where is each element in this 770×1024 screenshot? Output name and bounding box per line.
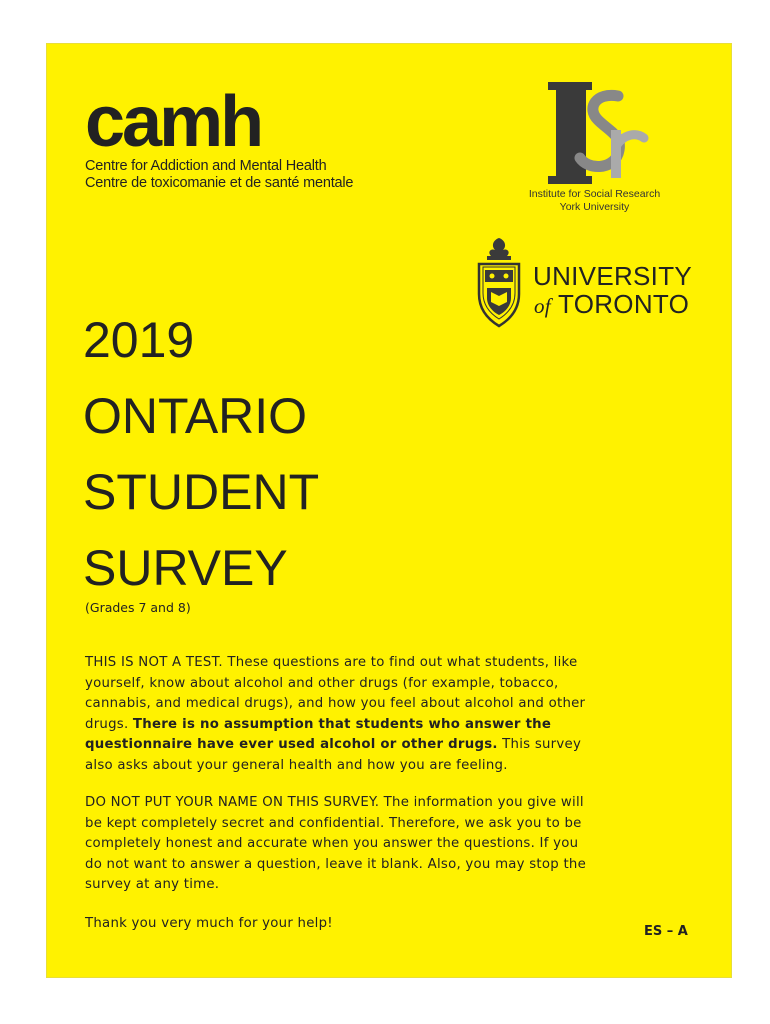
survey-cover: [46, 43, 732, 978]
title-line-student: STUDENT: [83, 464, 320, 520]
isr-logo: [517, 78, 672, 214]
grades-note: (Grades 7 and 8): [85, 600, 191, 615]
uoft-name-line1: UNIVERSITY: [533, 261, 693, 291]
assumption-statement: There is no assumption that students who answer the questionnaire have ever used alcohol or other drugs.: [85, 716, 552, 752]
isr-name: Institute for Social Research: [528, 188, 661, 200]
camh-logo: [85, 82, 354, 192]
title-line-ontario: ONTARIO: [83, 388, 308, 444]
intro-paragraph: THIS IS NOT A TEST. These questions are to find out what students, like yourself, know about alcohol and other drugs (for example, tobacco, cannabis, and medical drugs), and how you feel about alcohol and other drugs. There is no assumption that students who answer the questionnaire have ever used alcohol or other drugs. This survey also asks about your general health and how you are feeling.: [85, 655, 586, 773]
uoft-logo: [473, 236, 713, 328]
uoft-name-line2: of TORONTO: [534, 289, 690, 319]
confidentiality-paragraph: DO NOT PUT YOUR NAME ON THIS SURVEY. The information you give will be kept completely secret and confidential. Therefore, we ask you to be completely honest and accurate when you answer the questions. If you do not want to answer a question, leave it blank. Also, you may stop the survey at any time.: [85, 795, 587, 892]
isr-monogram-icon: [540, 78, 650, 188]
uoft-crest-icon: [473, 236, 525, 328]
thank-you-note: Thank you very much for your help!: [85, 916, 333, 931]
camh-name-english: Centre for Addiction and Mental Health: [85, 158, 327, 174]
camh-wordmark: camh: [85, 82, 262, 162]
form-code: ES – A: [644, 924, 688, 939]
title-year: 2019: [83, 312, 195, 368]
camh-name-french: Centre de toxicomanie et de santé mentale: [85, 175, 354, 191]
title-line-survey: SURVEY: [83, 540, 288, 596]
isr-university: York University: [559, 201, 630, 213]
survey-title: [83, 302, 319, 606]
